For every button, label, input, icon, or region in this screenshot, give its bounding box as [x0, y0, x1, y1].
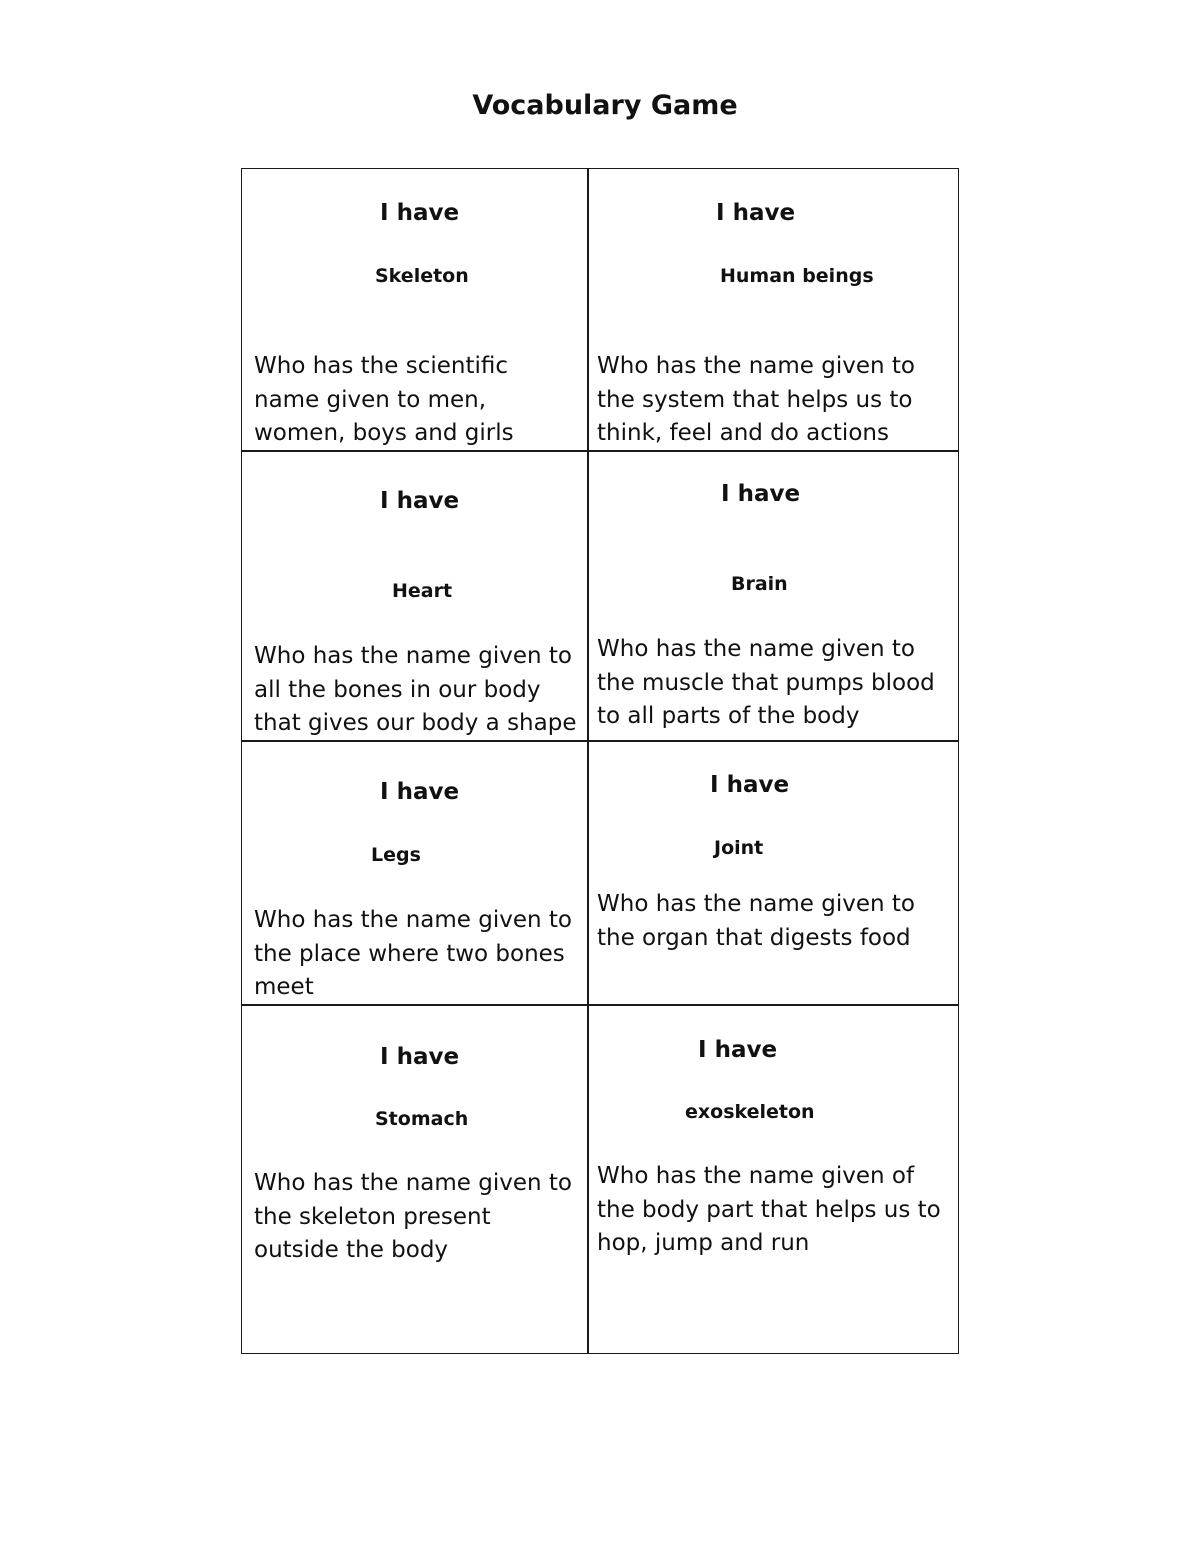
card-word: Joint	[714, 837, 764, 859]
card-heading: I have	[698, 1037, 778, 1063]
card-heading: I have	[380, 200, 460, 226]
card-clue: Who has the name given to all the bones in our body that gives our body a shape	[254, 643, 577, 736]
page-title: Vocabulary Game	[472, 90, 738, 121]
card-clue: Who has the name given of the body part that helps us to hop, jump and run	[597, 1163, 941, 1256]
card-word: Brain	[731, 573, 788, 595]
card-word: Heart	[392, 580, 453, 602]
card-heading: I have	[380, 1044, 460, 1070]
card-word: Legs	[371, 844, 421, 866]
card-clue: Who has the name given to the organ that digests food	[597, 891, 915, 951]
card-clue: Who has the name given to the place where two bones meet	[254, 907, 572, 1000]
card-grid	[241, 168, 959, 1354]
card-heading: I have	[380, 488, 460, 514]
card-clue: Who has the name given to the skeleton present outside the body	[254, 1170, 572, 1263]
card-clue: Who has the name given to the muscle that pumps blood to all parts of the body	[597, 636, 935, 729]
card-word: Human beings	[720, 265, 874, 287]
card-word: Skeleton	[375, 265, 469, 287]
column-divider	[587, 169, 589, 1353]
card-clue: Who has the name given to the system that helps us to think, feel and do actions	[597, 353, 915, 446]
card-clue: Who has the scientific name given to men, women, boys and girls	[254, 353, 514, 446]
card-word: exoskeleton	[685, 1101, 815, 1123]
card-word: Stomach	[375, 1108, 469, 1130]
card-heading: I have	[380, 779, 460, 805]
card-heading: I have	[716, 200, 796, 226]
card-heading: I have	[721, 481, 801, 507]
card-heading: I have	[710, 772, 790, 798]
